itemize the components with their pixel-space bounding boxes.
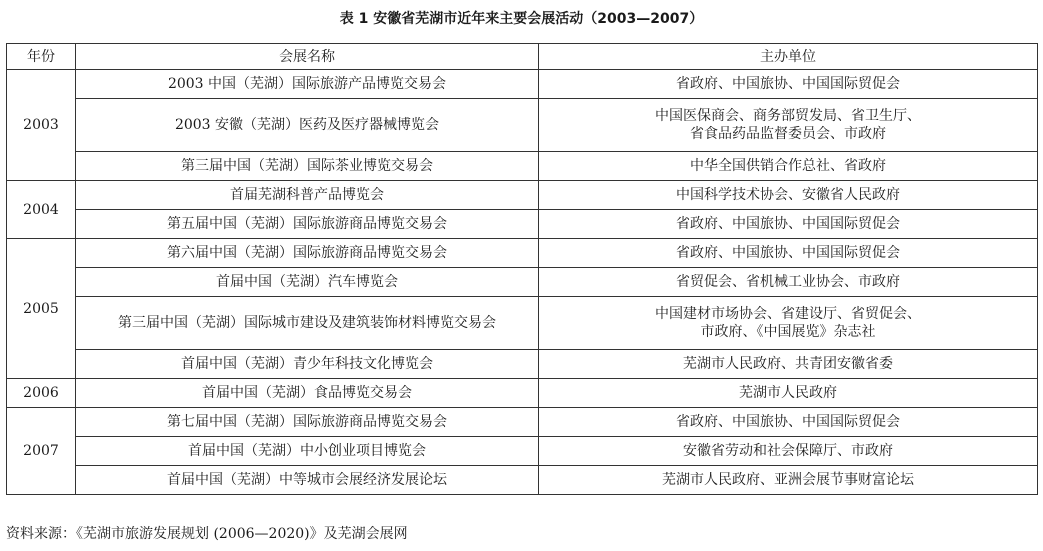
exhibition-name-cell: 第五届中国（芜湖）国际旅游商品博览交易会 <box>76 210 539 239</box>
host-cell <box>539 466 1038 495</box>
header-row <box>7 44 1038 70</box>
host-line: 省政府、中国旅协、中国国际贸促会 <box>676 245 900 261</box>
header-host: 主办单位 <box>539 44 1038 70</box>
exhibition-name-cell: 首届芜湖科普产品博览会 <box>76 181 539 210</box>
exhibition-name-cell: 首届中国（芜湖）汽车博览会 <box>76 268 539 297</box>
host-line: 中国科学技术协会、安徽省人民政府 <box>676 187 900 203</box>
exhibition-name-cell: 首届中国（芜湖）中小创业项目博览会 <box>76 437 539 466</box>
exhibition-name-cell: 首届中国（芜湖）青少年科技文化博览会 <box>76 350 539 379</box>
table-body <box>7 70 1038 495</box>
host-cell <box>539 181 1038 210</box>
source-note: 资料来源：《芜湖市旅游发展规划 (2006—2020)》及芜湖会展网 <box>6 526 408 542</box>
exhibition-name-cell: 第七届中国（芜湖）国际旅游商品博览交易会 <box>76 408 539 437</box>
exhibition-name-cell: 第三届中国（芜湖）国际城市建设及建筑装饰材料博览交易会 <box>76 297 539 350</box>
host-line: 省贸促会、省机械工业协会、市政府 <box>676 274 900 290</box>
table-row <box>7 379 1038 408</box>
table-row <box>7 350 1038 379</box>
table-row <box>7 408 1038 437</box>
exhibition-table <box>6 43 1038 495</box>
exhibition-name-cell: 第六届中国（芜湖）国际旅游商品博览交易会 <box>76 239 539 268</box>
host-cell <box>539 350 1038 379</box>
host-line: 中华全国供销合作总社、省政府 <box>690 158 886 174</box>
host-line: 省政府、中国旅协、中国国际贸促会 <box>676 216 900 232</box>
host-cell <box>539 297 1038 350</box>
table-row <box>7 181 1038 210</box>
host-line: 芜湖市人民政府、共青团安徽省委 <box>683 356 893 372</box>
host-cell <box>539 379 1038 408</box>
year-cell: 2004 <box>7 181 76 239</box>
table-row <box>7 210 1038 239</box>
host-cell <box>539 408 1038 437</box>
host-cell <box>539 239 1038 268</box>
table-row <box>7 268 1038 297</box>
host-line: 安徽省劳动和社会保障厅、市政府 <box>683 443 893 459</box>
table-title: 表 1 安徽省芜湖市近年来主要会展活动（2003—2007） <box>339 11 704 27</box>
header-year: 年份 <box>7 44 76 70</box>
host-line: 芜湖市人民政府 <box>739 385 837 401</box>
year-cell: 2007 <box>7 408 76 495</box>
host-line: 中国医保商会、商务部贸发局、省卫生厅、 <box>655 108 921 124</box>
year-cell: 2006 <box>7 379 76 408</box>
header-exhibition-name: 会展名称 <box>76 44 539 70</box>
exhibition-name-cell: 2003 安徽（芜湖）医药及医疗器械博览会 <box>76 99 539 152</box>
host-cell <box>539 152 1038 181</box>
table-row <box>7 99 1038 152</box>
host-cell <box>539 70 1038 99</box>
exhibition-name-cell: 首届中国（芜湖）中等城市会展经济发展论坛 <box>76 466 539 495</box>
table-row <box>7 466 1038 495</box>
table-row <box>7 297 1038 350</box>
host-line: 省政府、中国旅协、中国国际贸促会 <box>676 414 900 430</box>
table-row <box>7 437 1038 466</box>
host-cell <box>539 210 1038 239</box>
exhibition-name-cell: 首届中国（芜湖）食品博览交易会 <box>76 379 539 408</box>
host-line: 芜湖市人民政府、亚洲会展节事财富论坛 <box>662 472 914 488</box>
table-row <box>7 239 1038 268</box>
exhibition-name-cell: 2003 中国（芜湖）国际旅游产品博览交易会 <box>76 70 539 99</box>
host-cell <box>539 99 1038 152</box>
host-cell <box>539 437 1038 466</box>
exhibition-name-cell: 第三届中国（芜湖）国际茶业博览交易会 <box>76 152 539 181</box>
host-line: 省食品药品监督委员会、市政府 <box>690 126 886 142</box>
year-cell: 2003 <box>7 70 76 181</box>
year-cell: 2005 <box>7 239 76 379</box>
table-row <box>7 152 1038 181</box>
host-line: 省政府、中国旅协、中国国际贸促会 <box>676 76 900 92</box>
host-line: 市政府、《中国展览》杂志社 <box>700 324 876 340</box>
host-line: 中国建材市场协会、省建设厅、省贸促会、 <box>655 306 921 322</box>
host-cell <box>539 268 1038 297</box>
table-row <box>7 70 1038 99</box>
